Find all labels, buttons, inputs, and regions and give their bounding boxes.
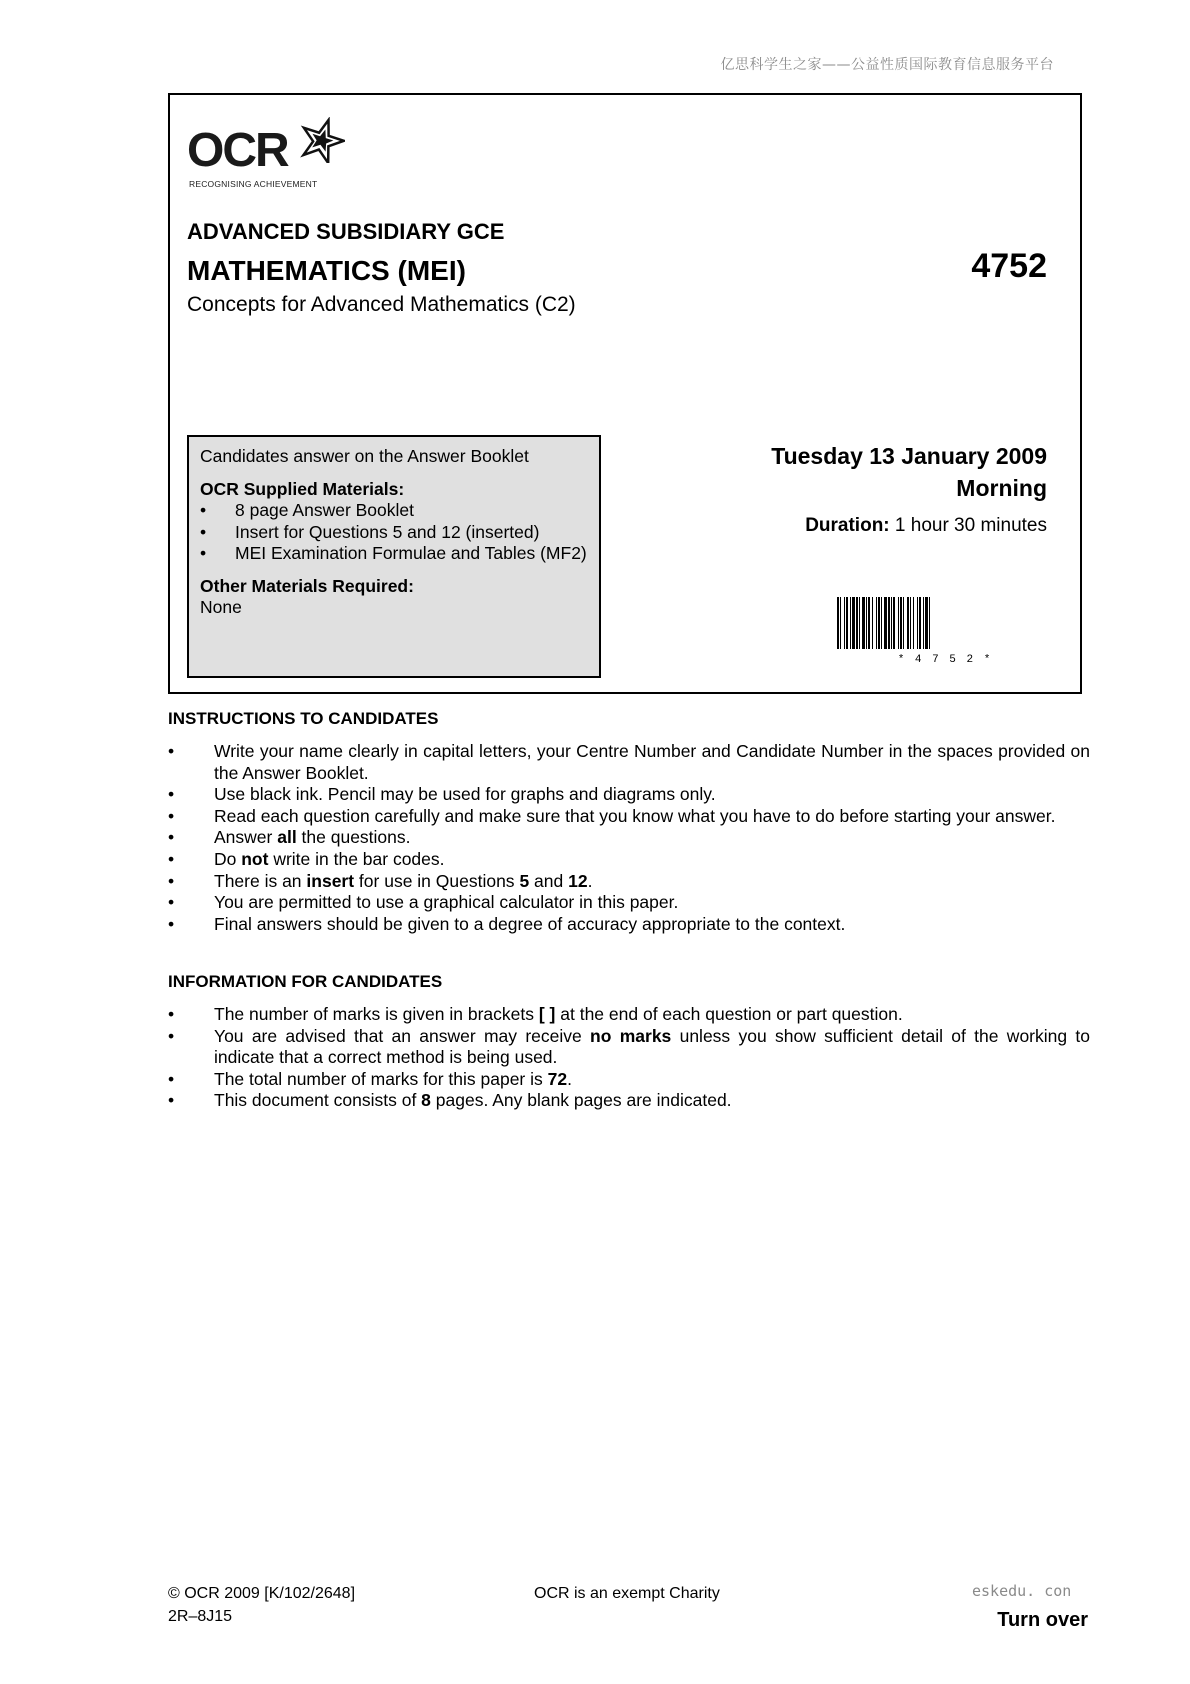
exam-session: Morning <box>956 475 1047 501</box>
paper-reference: 2R–8J15 <box>168 1608 233 1625</box>
duration-value: 1 hour 30 minutes <box>894 515 1047 536</box>
barcode-bar <box>919 597 921 649</box>
duration <box>805 515 1047 537</box>
barcode-bar <box>898 597 899 649</box>
materials-box <box>187 435 601 678</box>
bottom-watermark: eskedu. con <box>972 1582 1072 1600</box>
barcode-bar <box>888 597 890 649</box>
barcode-bar <box>840 597 841 649</box>
instructions-list <box>168 741 1090 935</box>
exam-date-block <box>771 440 1047 504</box>
barcode-bar <box>850 597 851 649</box>
barcode-bar <box>881 597 882 649</box>
barcode-bar <box>903 597 904 649</box>
barcode <box>833 595 1053 665</box>
star-icon <box>299 117 345 163</box>
information-heading: INFORMATION FOR CANDIDATES <box>168 972 443 991</box>
turn-over: Turn over <box>997 1609 1088 1631</box>
barcode-text: * 4 7 5 2 * <box>897 654 993 665</box>
cover-box <box>168 93 1082 694</box>
barcode-bar <box>923 597 924 649</box>
barcode-bar <box>844 597 845 649</box>
other-heading: Other Materials Required: <box>200 575 414 596</box>
logo-name: OCR <box>187 124 288 177</box>
list-item: • The number of marks is given in brackets [ ] at the end of each question or part question. <box>168 1004 903 1024</box>
list-item: • Answer all the questions. <box>168 827 411 848</box>
list-item: • Insert for Questions 5 and 12 (inserted) <box>200 521 540 542</box>
list-item: • You are advised that an answer may receive no marks unless you show sufficient detail of the working to indicate that a correct method is being used. <box>168 1025 1090 1068</box>
barcode-bar <box>866 597 867 649</box>
list-item: • Read each question carefully and make sure that you know what you have to do before starting your answer. <box>168 805 1056 826</box>
list-item: • Final answers should be given to a degree of accuracy appropriate to the context. <box>168 913 846 934</box>
barcode-bar <box>925 597 928 649</box>
barcode-bar <box>893 597 895 649</box>
barcode-bar <box>856 597 858 649</box>
top-watermark: 亿思科学生之家——公益性质国际教育信息服务平台 <box>720 57 1054 73</box>
supplied-list <box>200 500 588 565</box>
barcode-bar <box>876 597 877 649</box>
list-item: • You are permitted to use a graphical calculator in this paper. <box>168 892 679 913</box>
unit-title: Concepts for Advanced Mathematics (C2) <box>187 293 576 316</box>
barcode-bar <box>872 597 873 649</box>
charity-note: OCR is an exempt Charity <box>534 1585 720 1602</box>
barcode-bar <box>910 597 911 649</box>
supplied-heading: OCR Supplied Materials: <box>200 478 405 499</box>
list-item: • The total number of marks for this paper is 72. <box>168 1068 572 1089</box>
information-list <box>168 1004 1090 1112</box>
list-item: • Write your name clearly in capital letters, your Centre Number and Candidate Number in the spaces provided on the Answer Booklet. <box>168 741 1090 783</box>
ocr-logo <box>187 117 367 187</box>
subject-title: MATHEMATICS (MEI) <box>187 255 466 286</box>
barcode-bar <box>913 597 914 649</box>
list-item: • There is an insert for use in Questions 5 and 12. <box>168 870 593 891</box>
copyright: © OCR 2009 [K/102/2648] <box>168 1585 356 1602</box>
barcode-bar <box>837 597 839 649</box>
list-item: • Use black ink. Pencil may be used for graphs and diagrams only. <box>168 784 716 805</box>
barcode-bar <box>862 597 865 649</box>
list-item: • MEI Examination Formulae and Tables (MF2) <box>200 543 587 563</box>
exam-date: Tuesday 13 January 2009 <box>771 443 1047 469</box>
barcode-bar <box>868 597 870 649</box>
paper-code: 4752 <box>971 247 1047 285</box>
answer-note: Candidates answer on the Answer Booklet <box>200 446 529 466</box>
instructions-heading: INSTRUCTIONS TO CANDIDATES <box>168 709 439 728</box>
barcode-bar <box>884 597 887 649</box>
barcode-bar <box>859 597 860 649</box>
barcode-bar <box>917 597 918 649</box>
list-item: • 8 page Answer Booklet <box>200 500 415 520</box>
barcode-bar <box>907 597 909 649</box>
logo-tagline: RECOGNISING ACHIEVEMENT <box>189 179 318 189</box>
list-item: • Do not write in the bar codes. <box>168 848 445 869</box>
barcode-bar <box>891 597 892 649</box>
barcode-bar <box>846 597 848 649</box>
barcode-bar <box>900 597 902 649</box>
barcode-bar <box>878 597 880 649</box>
other-materials: None <box>200 597 242 617</box>
list-item: • This document consists of 8 pages. Any blank pages are indicated. <box>168 1090 732 1111</box>
barcode-bar <box>929 597 930 649</box>
barcode-bar <box>852 597 855 649</box>
duration-label: Duration: <box>805 515 890 536</box>
qualification-level: ADVANCED SUBSIDIARY GCE <box>187 219 505 244</box>
